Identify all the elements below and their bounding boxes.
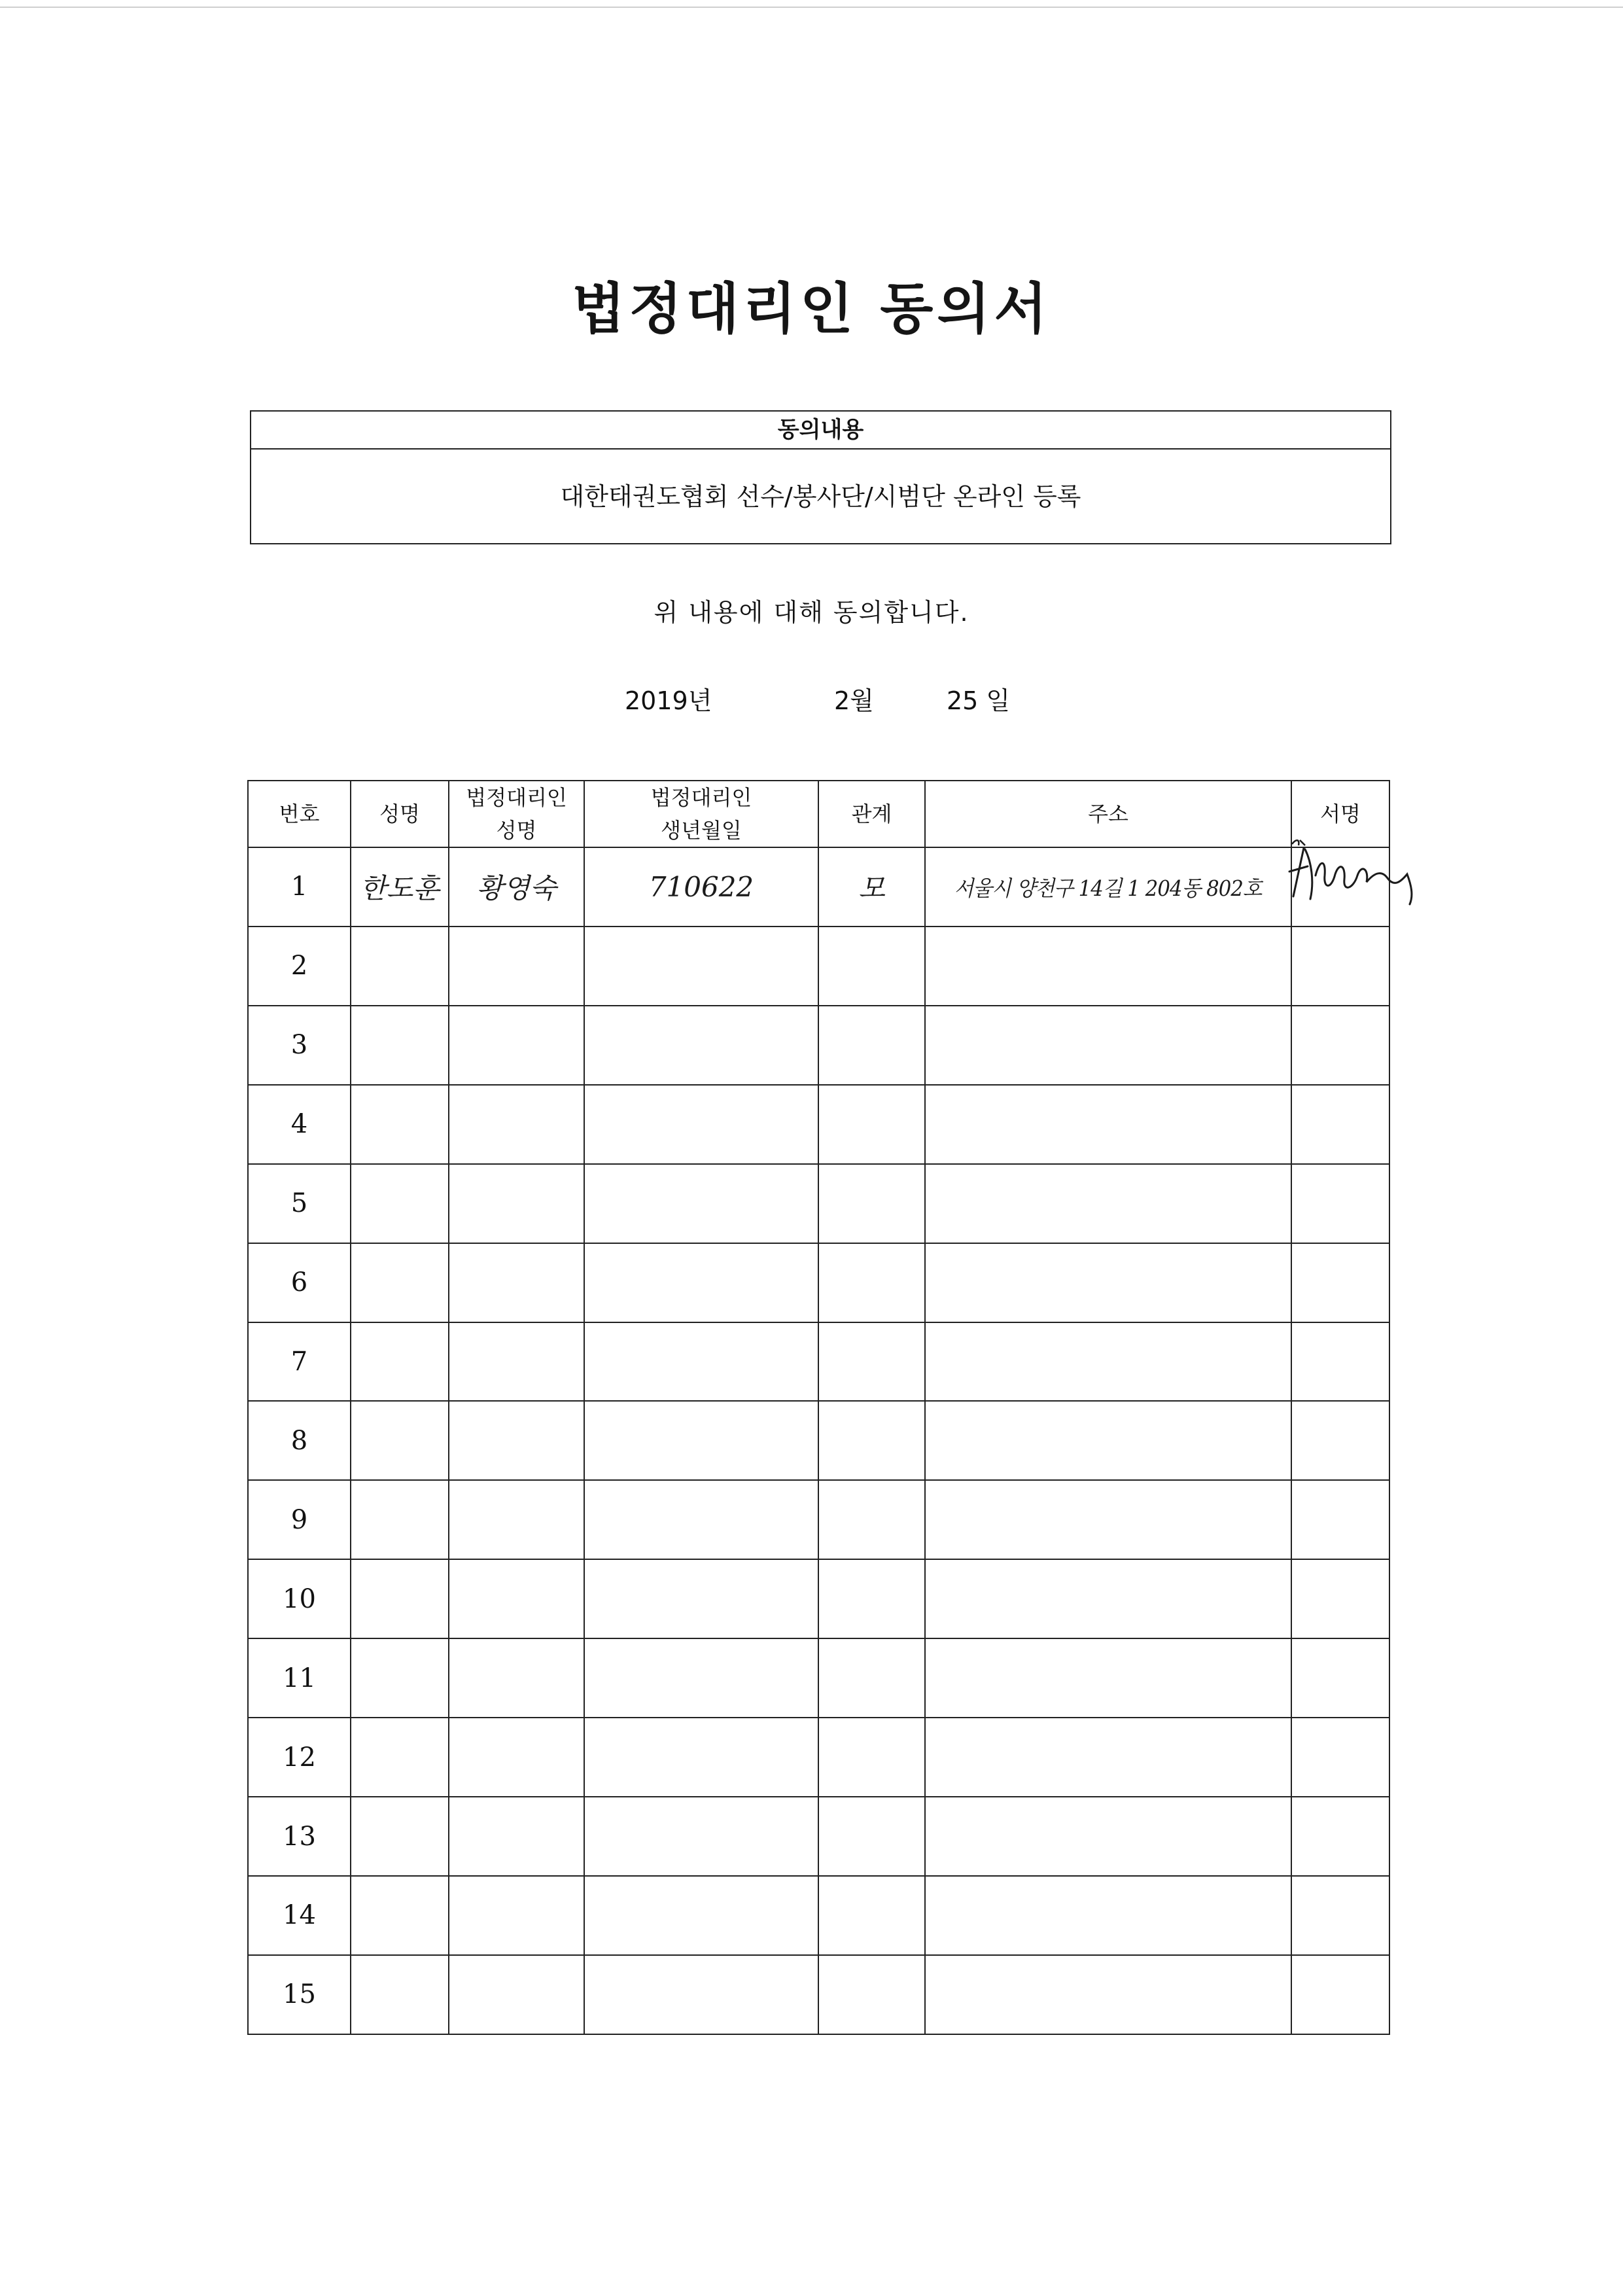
- row-guardian-birth-cell: [584, 1085, 818, 1164]
- row-guardian-name-cell: [449, 1401, 584, 1480]
- row-address-cell: [925, 1718, 1291, 1797]
- row-number-cell: [248, 1797, 351, 1876]
- row-guardian-name-cell: [449, 1164, 584, 1243]
- row-number-cell: [248, 1401, 351, 1480]
- header-guardian-birth: 법정대리인 생년월일: [584, 781, 818, 847]
- row-name-cell: [351, 1955, 449, 2034]
- row-number-cell: [248, 1480, 351, 1559]
- table-row: [248, 1876, 1389, 1955]
- row-number: 2: [290, 951, 308, 981]
- row-guardian-birth-cell: [584, 1955, 818, 2034]
- row-name-cell: [351, 1718, 449, 1797]
- row-address-cell: [925, 1243, 1291, 1322]
- row-signature-cell: [1291, 927, 1389, 1006]
- row-signature-cell: [1291, 1006, 1389, 1085]
- row-guardian-birth: 710622: [648, 870, 754, 903]
- row-number-cell: [248, 847, 351, 927]
- header-relation: 관계: [818, 781, 925, 847]
- row-number-cell: [248, 1085, 351, 1164]
- table-row: [248, 1164, 1389, 1243]
- row-signature-cell: [1291, 1955, 1389, 2034]
- row-address-cell: [925, 1480, 1291, 1559]
- row-name-cell: [351, 1006, 449, 1085]
- row-guardian-birth-cell: [584, 1322, 818, 1402]
- table-row: [248, 1638, 1389, 1718]
- row-signature-cell: [1291, 1085, 1389, 1164]
- row-relation-cell: [818, 1718, 925, 1797]
- row-address-cell: [925, 1401, 1291, 1480]
- row-guardian-birth-cell: [584, 1243, 818, 1322]
- row-guardian-birth-cell: [584, 1797, 818, 1876]
- row-signature-cell: [1291, 1876, 1389, 1955]
- row-relation-cell: [818, 1006, 925, 1085]
- row-guardian-name: 황영숙: [476, 872, 557, 905]
- table-row: [248, 1480, 1389, 1559]
- row-relation-cell: [818, 1876, 925, 1955]
- header-name: 성명: [351, 781, 449, 847]
- row-relation-cell: [818, 1955, 925, 2034]
- consent-content: 대한태권도협회 선수/봉사단/시범단 온라인 등록: [560, 482, 1081, 511]
- row-relation-cell: [818, 1322, 925, 1402]
- row-signature-cell: [1291, 1322, 1389, 1402]
- row-address-cell: [925, 1797, 1291, 1876]
- row-number: 12: [283, 1742, 316, 1773]
- table-row: [248, 1401, 1389, 1480]
- row-guardian-name-cell: [449, 1718, 584, 1797]
- header-guardian-name: 법정대리인 성명: [449, 781, 584, 847]
- signature-stroke: [1289, 848, 1412, 904]
- row-guardian-birth-cell: [584, 1006, 818, 1085]
- row-address-cell: [925, 1955, 1291, 2034]
- row-guardian-name-cell: [449, 1006, 584, 1085]
- row-number-cell: [248, 1638, 351, 1718]
- row-number-cell: [248, 1322, 351, 1402]
- table-row: [248, 847, 1389, 927]
- row-name-cell: [351, 847, 449, 927]
- table-row: [248, 927, 1389, 1006]
- row-signature-cell: [1291, 847, 1389, 927]
- consent-heading: 동의내용: [251, 412, 1390, 450]
- row-number: 15: [283, 1979, 316, 2010]
- row-address-cell: [925, 1164, 1291, 1243]
- row-number: 1: [290, 872, 308, 902]
- agreement-statement: 위 내용에 대해 동의합니다.: [654, 598, 969, 627]
- row-guardian-birth-cell: [584, 1876, 818, 1955]
- row-number-cell: [248, 1718, 351, 1797]
- row-guardian-birth-cell: [584, 1638, 818, 1718]
- row-number: 3: [290, 1030, 308, 1061]
- row-name-cell: [351, 927, 449, 1006]
- row-name-cell: [351, 1243, 449, 1322]
- row-name-cell: [351, 1164, 449, 1243]
- row-number-cell: [248, 1243, 351, 1322]
- row-guardian-name-cell: [449, 1638, 584, 1718]
- row-guardian-birth-cell: [584, 1480, 818, 1559]
- scan-edge-line: [0, 7, 1623, 8]
- table-row: [248, 1006, 1389, 1085]
- table-header-row: [248, 781, 1389, 847]
- consent-box: [250, 410, 1391, 544]
- row-address-cell: [925, 1638, 1291, 1718]
- row-number: 7: [290, 1346, 308, 1377]
- row-signature-cell: [1291, 1480, 1389, 1559]
- row-address-cell: [925, 1322, 1291, 1402]
- row-number: 14: [283, 1900, 316, 1931]
- row-number: 4: [290, 1109, 308, 1140]
- table-row: [248, 1955, 1389, 2034]
- row-number-cell: [248, 1559, 351, 1638]
- row-relation-cell: [818, 1559, 925, 1638]
- row-relation-cell: [818, 1638, 925, 1718]
- row-guardian-name-cell: [449, 1797, 584, 1876]
- row-guardian-name-cell: [449, 1955, 584, 2034]
- row-guardian-name-cell: [449, 1876, 584, 1955]
- table-row: [248, 1243, 1389, 1322]
- row-number: 13: [283, 1821, 316, 1852]
- row-guardian-birth-cell: [584, 927, 818, 1006]
- row-guardian-name-cell: [449, 1480, 584, 1559]
- header-address: 주소: [925, 781, 1291, 847]
- row-signature-cell: [1291, 1243, 1389, 1322]
- table-row: [248, 1322, 1389, 1402]
- row-name-cell: [351, 1480, 449, 1559]
- row-relation-cell: [818, 1243, 925, 1322]
- row-relation-cell: [818, 927, 925, 1006]
- row-name-cell: [351, 1876, 449, 1955]
- row-address: 서울시 양천구 14길 1 204동 802호: [954, 875, 1262, 901]
- row-relation: 모: [858, 872, 885, 905]
- row-name-cell: [351, 1322, 449, 1402]
- row-address-cell: [925, 1559, 1291, 1638]
- row-number-cell: [248, 1876, 351, 1955]
- row-address-cell: [925, 1876, 1291, 1955]
- row-number: 9: [290, 1504, 308, 1535]
- row-guardian-name-cell: [449, 1243, 584, 1322]
- row-address-cell: [925, 847, 1291, 927]
- row-address-cell: [925, 1085, 1291, 1164]
- row-number: 10: [283, 1583, 316, 1614]
- table-row: [248, 1559, 1389, 1638]
- row-signature-cell: [1291, 1718, 1389, 1797]
- document-title: 법정대리인 동의서: [572, 277, 1051, 341]
- date-day: 25 일: [947, 686, 1011, 715]
- row-number: 8: [290, 1425, 308, 1456]
- header-number: 번호: [248, 781, 351, 847]
- row-address-cell: [925, 1006, 1291, 1085]
- row-number: 5: [290, 1188, 308, 1219]
- row-guardian-name-cell: [449, 1322, 584, 1402]
- row-name-cell: [351, 1401, 449, 1480]
- row-signature-cell: [1291, 1164, 1389, 1243]
- table-row: [248, 1797, 1389, 1876]
- row-number-cell: [248, 1164, 351, 1243]
- row-name-cell: [351, 1085, 449, 1164]
- row-guardian-name-cell: [449, 1559, 584, 1638]
- header-signature: 서명: [1291, 781, 1389, 847]
- date-year: 2019년: [625, 686, 712, 715]
- row-guardian-name-cell: [449, 847, 584, 927]
- row-relation-cell: [818, 1085, 925, 1164]
- row-guardian-name-cell: [449, 1085, 584, 1164]
- row-name-cell: [351, 1638, 449, 1718]
- date-month: 2월: [834, 686, 874, 715]
- row-signature-cell: [1291, 1638, 1389, 1718]
- row-signature-cell: [1291, 1797, 1389, 1876]
- row-guardian-birth-cell: [584, 847, 818, 927]
- table-row: [248, 1085, 1389, 1164]
- row-number: 6: [290, 1267, 308, 1298]
- row-number-cell: [248, 927, 351, 1006]
- signature-scribble: [1285, 836, 1423, 915]
- row-name-cell: [351, 1797, 449, 1876]
- signature-mark: [1292, 840, 1305, 845]
- row-number-cell: [248, 1006, 351, 1085]
- row-signature-cell: [1291, 1401, 1389, 1480]
- row-relation-cell: [818, 847, 925, 927]
- row-relation-cell: [818, 1164, 925, 1243]
- row-guardian-birth-cell: [584, 1164, 818, 1243]
- row-guardian-birth-cell: [584, 1559, 818, 1638]
- row-name: 한도훈: [360, 872, 440, 905]
- row-relation-cell: [818, 1401, 925, 1480]
- row-number-cell: [248, 1955, 351, 2034]
- row-guardian-name-cell: [449, 927, 584, 1006]
- row-name-cell: [351, 1559, 449, 1638]
- row-guardian-birth-cell: [584, 1401, 818, 1480]
- row-guardian-birth-cell: [584, 1718, 818, 1797]
- row-signature-cell: [1291, 1559, 1389, 1638]
- guardian-table: [247, 780, 1390, 2035]
- table-row: [248, 1718, 1389, 1797]
- row-number: 11: [283, 1663, 316, 1693]
- row-address-cell: [925, 927, 1291, 1006]
- row-relation-cell: [818, 1797, 925, 1876]
- row-relation-cell: [818, 1480, 925, 1559]
